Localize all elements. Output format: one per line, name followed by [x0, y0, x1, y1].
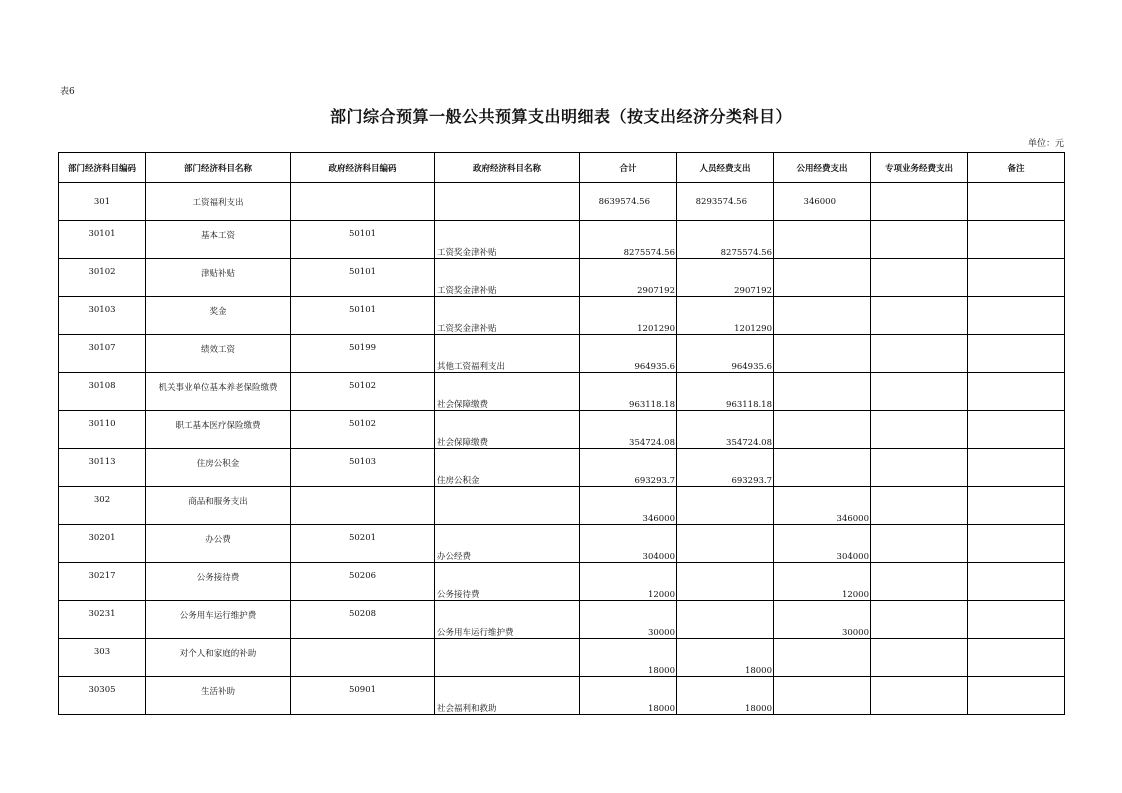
gov-name-cell: 工资奖金津补贴 [435, 221, 580, 259]
special-cell [871, 563, 968, 601]
table-row [59, 601, 1065, 639]
personnel-cell: 693293.7 [677, 449, 774, 487]
gov-code-cell: 50201 [291, 525, 435, 563]
dept-name-cell: 津贴补贴 [146, 259, 291, 297]
total-cell: 304000 [580, 525, 677, 563]
public-cell: 12000 [774, 563, 871, 601]
total-cell: 354724.08 [580, 411, 677, 449]
header-dept-code: 部门经济科目编码 [59, 153, 146, 183]
header-gov-code: 政府经济科目编码 [291, 153, 435, 183]
dept-code-cell: 30102 [59, 259, 146, 297]
budget-detail-table [58, 152, 1065, 715]
table-row [59, 411, 1065, 449]
table-row [59, 677, 1065, 715]
table-row [59, 373, 1065, 411]
gov-code-cell: 50101 [291, 221, 435, 259]
dept-name-cell: 基本工资 [146, 221, 291, 259]
public-cell: 30000 [774, 601, 871, 639]
table-row [59, 525, 1065, 563]
header-remark: 备注 [968, 153, 1065, 183]
public-cell [774, 373, 871, 411]
special-cell [871, 373, 968, 411]
total-cell: 963118.18 [580, 373, 677, 411]
gov-code-cell [291, 183, 435, 221]
dept-name-cell: 职工基本医疗保险缴费 [146, 411, 291, 449]
gov-code-cell: 50102 [291, 411, 435, 449]
remark-cell [968, 183, 1065, 221]
header-special: 专项业务经费支出 [871, 153, 968, 183]
gov-name-cell: 工资奖金津补贴 [435, 297, 580, 335]
table-row [59, 183, 1065, 221]
table-row [59, 297, 1065, 335]
special-cell [871, 259, 968, 297]
table-row [59, 563, 1065, 601]
gov-code-cell: 50208 [291, 601, 435, 639]
public-cell: 346000 [774, 487, 871, 525]
table-row [59, 335, 1065, 373]
remark-cell [968, 487, 1065, 525]
personnel-cell [677, 563, 774, 601]
gov-code-cell: 50103 [291, 449, 435, 487]
public-cell [774, 411, 871, 449]
public-cell [774, 221, 871, 259]
special-cell [871, 183, 968, 221]
remark-cell [968, 525, 1065, 563]
table-row [59, 449, 1065, 487]
special-cell [871, 449, 968, 487]
dept-name-cell: 对个人和家庭的补助 [146, 639, 291, 677]
special-cell [871, 677, 968, 715]
public-cell [774, 449, 871, 487]
remark-cell [968, 259, 1065, 297]
dept-name-cell: 生活补助 [146, 677, 291, 715]
total-cell: 693293.7 [580, 449, 677, 487]
dept-code-cell: 30110 [59, 411, 146, 449]
remark-cell [968, 373, 1065, 411]
special-cell [871, 639, 968, 677]
special-cell [871, 411, 968, 449]
remark-cell [968, 639, 1065, 677]
public-cell [774, 335, 871, 373]
gov-name-cell: 社会保障缴费 [435, 411, 580, 449]
personnel-cell: 1201290 [677, 297, 774, 335]
gov-code-cell: 50102 [291, 373, 435, 411]
dept-name-cell: 工资福利支出 [146, 183, 291, 221]
dept-name-cell: 公务接待费 [146, 563, 291, 601]
gov-name-cell [435, 487, 580, 525]
dept-name-cell: 机关事业单位基本养老保险缴费 [146, 373, 291, 411]
total-cell: 2907192 [580, 259, 677, 297]
special-cell [871, 221, 968, 259]
gov-name-cell: 公务用车运行维护费 [435, 601, 580, 639]
gov-name-cell [435, 639, 580, 677]
dept-name-cell: 奖金 [146, 297, 291, 335]
public-cell: 346000 [774, 183, 871, 221]
public-cell [774, 639, 871, 677]
remark-cell [968, 449, 1065, 487]
table-row [59, 639, 1065, 677]
gov-name-cell: 社会福利和救助 [435, 677, 580, 715]
personnel-cell: 963118.18 [677, 373, 774, 411]
dept-name-cell: 绩效工资 [146, 335, 291, 373]
remark-cell [968, 563, 1065, 601]
table-row [59, 221, 1065, 259]
dept-code-cell: 302 [59, 487, 146, 525]
remark-cell [968, 297, 1065, 335]
total-cell: 18000 [580, 677, 677, 715]
total-cell: 346000 [580, 487, 677, 525]
dept-name-cell: 公务用车运行维护费 [146, 601, 291, 639]
personnel-cell: 354724.08 [677, 411, 774, 449]
dept-code-cell: 30231 [59, 601, 146, 639]
page-title: 部门综合预算一般公共预算支出明细表（按支出经济分类科目） [329, 107, 792, 126]
dept-name-cell: 住房公积金 [146, 449, 291, 487]
dept-code-cell: 301 [59, 183, 146, 221]
table-row [59, 487, 1065, 525]
unit-label: 单位：元 [1027, 139, 1064, 149]
header-total: 合计 [580, 153, 677, 183]
gov-name-cell: 工资奖金津补贴 [435, 259, 580, 297]
dept-code-cell: 303 [59, 639, 146, 677]
personnel-cell: 964935.6 [677, 335, 774, 373]
header-personnel: 人员经费支出 [677, 153, 774, 183]
public-cell [774, 259, 871, 297]
personnel-cell: 8293574.56 [677, 183, 774, 221]
personnel-cell: 2907192 [677, 259, 774, 297]
special-cell [871, 297, 968, 335]
dept-code-cell: 30217 [59, 563, 146, 601]
personnel-cell [677, 525, 774, 563]
gov-name-cell [435, 183, 580, 221]
gov-name-cell: 社会保障缴费 [435, 373, 580, 411]
dept-name-cell: 办公费 [146, 525, 291, 563]
remark-cell [968, 221, 1065, 259]
special-cell [871, 335, 968, 373]
total-cell: 30000 [580, 601, 677, 639]
gov-name-cell: 办公经费 [435, 525, 580, 563]
header-dept-name: 部门经济科目名称 [146, 153, 291, 183]
total-cell: 12000 [580, 563, 677, 601]
public-cell [774, 297, 871, 335]
gov-code-cell: 50901 [291, 677, 435, 715]
gov-code-cell: 50101 [291, 297, 435, 335]
personnel-cell [677, 601, 774, 639]
personnel-cell [677, 487, 774, 525]
special-cell [871, 601, 968, 639]
gov-code-cell [291, 639, 435, 677]
remark-cell [968, 677, 1065, 715]
gov-name-cell: 其他工资福利支出 [435, 335, 580, 373]
total-cell: 18000 [580, 639, 677, 677]
personnel-cell: 18000 [677, 639, 774, 677]
dept-code-cell: 30101 [59, 221, 146, 259]
remark-cell [968, 601, 1065, 639]
dept-code-cell: 30113 [59, 449, 146, 487]
gov-code-cell [291, 487, 435, 525]
dept-code-cell: 30108 [59, 373, 146, 411]
table-row [59, 259, 1065, 297]
dept-code-cell: 30305 [59, 677, 146, 715]
total-cell: 8275574.56 [580, 221, 677, 259]
personnel-cell: 18000 [677, 677, 774, 715]
gov-name-cell: 公务接待费 [435, 563, 580, 601]
header-public: 公用经费支出 [774, 153, 871, 183]
header-gov-name: 政府经济科目名称 [435, 153, 580, 183]
gov-code-cell: 50206 [291, 563, 435, 601]
personnel-cell: 8275574.56 [677, 221, 774, 259]
public-cell [774, 677, 871, 715]
special-cell [871, 525, 968, 563]
special-cell [871, 487, 968, 525]
public-cell: 304000 [774, 525, 871, 563]
total-cell: 8639574.56 [580, 183, 677, 221]
table-number-label: 表6 [60, 87, 75, 97]
dept-name-cell: 商品和服务支出 [146, 487, 291, 525]
dept-code-cell: 30201 [59, 525, 146, 563]
total-cell: 964935.6 [580, 335, 677, 373]
gov-code-cell: 50199 [291, 335, 435, 373]
total-cell: 1201290 [580, 297, 677, 335]
remark-cell [968, 335, 1065, 373]
header-row [59, 153, 1065, 183]
dept-code-cell: 30107 [59, 335, 146, 373]
gov-code-cell: 50101 [291, 259, 435, 297]
dept-code-cell: 30103 [59, 297, 146, 335]
remark-cell [968, 411, 1065, 449]
gov-name-cell: 住房公积金 [435, 449, 580, 487]
